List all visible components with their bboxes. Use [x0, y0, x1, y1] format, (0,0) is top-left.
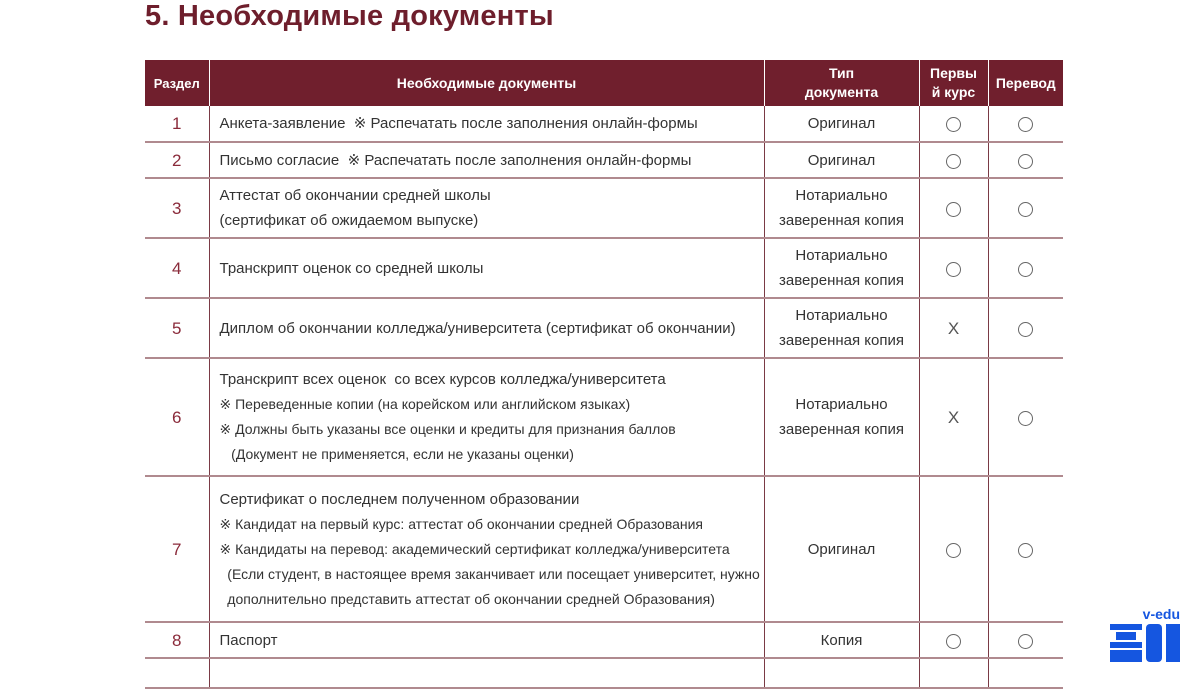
circle-icon	[946, 634, 961, 649]
circle-icon	[1018, 117, 1033, 132]
table-row-cut	[145, 658, 1063, 688]
transfer-required	[988, 106, 1063, 142]
document-name: Транскрипт всех оценок со всех курсов колледжа/университета ※ Переведенные копии (на корейском или английском языках) ※ Должны быть указаны все оценки и кредиты для признания баллов (Документ не применяется, если не указаны оценки)	[209, 358, 764, 476]
circle-icon	[1018, 322, 1033, 337]
document-name: Аттестат об окончании средней школы (сертификат об ожидаемом выпуске)	[209, 178, 764, 238]
table-row	[145, 142, 1063, 178]
row-number: 5	[145, 298, 209, 358]
circle-icon	[1018, 154, 1033, 169]
table-row	[145, 358, 1063, 476]
transfer-required	[988, 358, 1063, 476]
row-number: 6	[145, 358, 209, 476]
table-row	[145, 476, 1063, 622]
document-type: Копия	[764, 622, 919, 658]
header-transfer: Перевод	[988, 60, 1063, 106]
document-name: Анкета-заявление ※ Распечатать после заполнения онлайн-формы	[209, 106, 764, 142]
v-edu-logo: v-edu	[1108, 606, 1184, 666]
header-type: Тип документа	[764, 60, 919, 106]
circle-icon	[1018, 262, 1033, 277]
first-not-required: X	[919, 358, 988, 476]
table-row	[145, 178, 1063, 238]
row-number: 2	[145, 142, 209, 178]
document-name: Транскрипт оценок со средней школы	[209, 238, 764, 298]
row-number: 8	[145, 622, 209, 658]
row-number: 4	[145, 238, 209, 298]
circle-icon	[946, 202, 961, 217]
first-required	[919, 106, 988, 142]
table-row	[145, 298, 1063, 358]
circle-icon	[946, 543, 961, 558]
header-first-year: Первы й курс	[919, 60, 988, 106]
first-not-required: X	[919, 298, 988, 358]
table-header	[145, 60, 1063, 106]
circle-icon	[946, 154, 961, 169]
row-number: 3	[145, 178, 209, 238]
table-row	[145, 622, 1063, 658]
transfer-required	[988, 476, 1063, 622]
table-row	[145, 238, 1063, 298]
logo-mark-icon	[1108, 606, 1184, 666]
circle-icon	[1018, 634, 1033, 649]
document-type: Оригинал	[764, 142, 919, 178]
header-section: Раздел	[145, 60, 209, 106]
transfer-required	[988, 142, 1063, 178]
document-name: Паспорт	[209, 622, 764, 658]
document-type: Оригинал	[764, 106, 919, 142]
document-type: Нотариально заверенная копия	[764, 178, 919, 238]
document-type: Нотариально заверенная копия	[764, 358, 919, 476]
transfer-required	[988, 622, 1063, 658]
first-required	[919, 142, 988, 178]
circle-icon	[946, 117, 961, 132]
circle-icon	[946, 262, 961, 277]
page-title: 5. Необходимые документы	[145, 0, 554, 32]
first-required	[919, 178, 988, 238]
header-docs: Необходимые документы	[209, 60, 764, 106]
row-number: 7	[145, 476, 209, 622]
document-name: Письмо согласие ※ Распечатать после заполнения онлайн-формы	[209, 142, 764, 178]
document-name: Сертификат о последнем полученном образовании ※ Кандидат на первый курс: аттестат об окончании средней Образования ※ Кандидаты на перевод: академический сертификат колледжа/университета (Если студент, в настоящее время заканчивает или посещает университет, нужно дополнительно представить аттестат об окончании средней Образования)	[209, 476, 764, 622]
transfer-required	[988, 238, 1063, 298]
circle-icon	[1018, 202, 1033, 217]
table-row	[145, 106, 1063, 142]
circle-icon	[1018, 411, 1033, 426]
first-required	[919, 476, 988, 622]
document-type: Оригинал	[764, 476, 919, 622]
document-type: Нотариально заверенная копия	[764, 238, 919, 298]
row-number: 1	[145, 106, 209, 142]
first-required	[919, 238, 988, 298]
document-name: Диплом об окончании колледжа/университета (сертификат об окончании)	[209, 298, 764, 358]
transfer-required	[988, 298, 1063, 358]
documents-table	[145, 60, 1063, 689]
document-type: Нотариально заверенная копия	[764, 298, 919, 358]
circle-icon	[1018, 543, 1033, 558]
first-required	[919, 622, 988, 658]
transfer-required	[988, 178, 1063, 238]
